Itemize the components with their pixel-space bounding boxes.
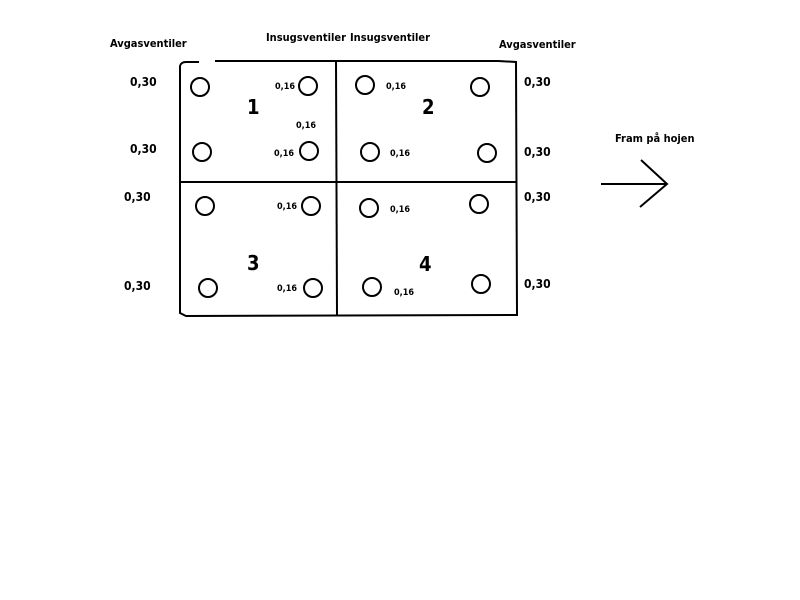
exhaust-clearance-right-2: 0,30 bbox=[524, 145, 551, 159]
intake-valve-4a bbox=[360, 199, 378, 217]
exhaust-valve-3a bbox=[196, 197, 214, 215]
intake-clearance-3b: 0,16 bbox=[277, 284, 297, 294]
head-outline bbox=[180, 61, 517, 316]
intake-valve-2a bbox=[356, 76, 374, 94]
exhaust-clearance-left-2: 0,30 bbox=[130, 142, 157, 156]
intake-clearance-1b: 0,16 bbox=[274, 149, 294, 159]
exhaust-clearance-left-4: 0,30 bbox=[124, 279, 151, 293]
exhaust-clearance-left-1: 0,30 bbox=[130, 75, 157, 89]
intake-clearance-1mid: 0,16 bbox=[296, 121, 316, 131]
intake-valve-4b bbox=[363, 278, 381, 296]
exhaust-valve-2b bbox=[478, 144, 496, 162]
intake-valve-3a bbox=[302, 197, 320, 215]
direction-label: Fram på hojen bbox=[615, 132, 695, 145]
intake-clearance-2b: 0,16 bbox=[390, 149, 410, 159]
exhaust-valve-2a bbox=[471, 78, 489, 96]
cylinder-number-1: 1 bbox=[247, 95, 260, 119]
intake-clearance-2a: 0,16 bbox=[386, 82, 406, 92]
center-divider bbox=[336, 61, 337, 316]
intake-valve-3b bbox=[304, 279, 322, 297]
intake-label-right: Insugsventiler bbox=[350, 31, 430, 44]
intake-label-left: Insugsventiler bbox=[266, 31, 346, 44]
right-arrow-icon bbox=[601, 160, 667, 207]
exhaust-label-right: Avgasventiler bbox=[499, 38, 576, 51]
intake-clearance-4b: 0,16 bbox=[394, 288, 414, 298]
exhaust-clearance-left-3: 0,30 bbox=[124, 190, 151, 204]
intake-valve-2b bbox=[361, 143, 379, 161]
cylinder-number-4: 4 bbox=[419, 252, 432, 276]
exhaust-clearance-right-3: 0,30 bbox=[524, 190, 551, 204]
exhaust-valve-1a bbox=[191, 78, 209, 96]
cylinder-number-2: 2 bbox=[422, 95, 435, 119]
exhaust-clearance-right-4: 0,30 bbox=[524, 277, 551, 291]
exhaust-label-left: Avgasventiler bbox=[110, 37, 187, 50]
exhaust-valve-4a bbox=[470, 195, 488, 213]
intake-valve-1b bbox=[300, 142, 318, 160]
exhaust-clearance-right-1: 0,30 bbox=[524, 75, 551, 89]
cylinder-number-3: 3 bbox=[247, 251, 260, 275]
intake-valve-1a bbox=[299, 77, 317, 95]
intake-clearance-1a: 0,16 bbox=[275, 82, 295, 92]
exhaust-valve-3b bbox=[199, 279, 217, 297]
intake-clearance-3a: 0,16 bbox=[277, 202, 297, 212]
exhaust-valve-1b bbox=[193, 143, 211, 161]
intake-clearance-4a: 0,16 bbox=[390, 205, 410, 215]
exhaust-valve-4b bbox=[472, 275, 490, 293]
